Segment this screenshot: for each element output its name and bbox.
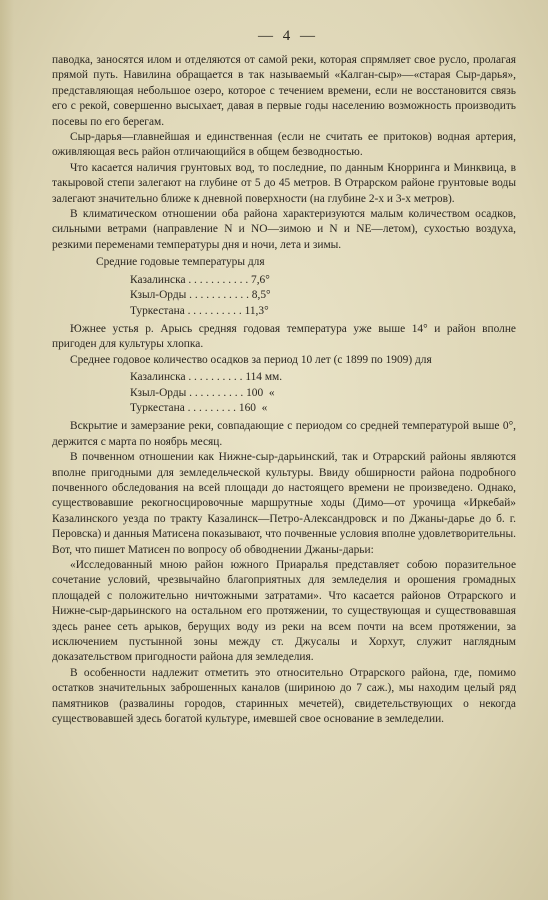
- place-name: Кзыл-Орды: [130, 386, 187, 399]
- paragraph-soil: В почвенном отношении как Нижне-сыр-дарьинский, так и Отрарский районы являются вполне пригодными для земледельческой культуры. Ввиду обширности района подробного почвенного обследования на всей площади до настоящего времени не произведено. Однако, существовавшие рекогносцировочные маршрутные ходы (Димо—от урочища «Иркебай» Казалинского уезда по тракту Казалинск—Петро-Александровск и по Джаны-дарье до б. г. Перовска) и данныя Матисена показывают, что почвенные условия вполне удовлетворительны. Вот, что пишет Матисен по вопросу об обводнении Джаны-дарьи:: [52, 451, 516, 556]
- binding-shadow: [0, 0, 14, 900]
- leader-dots: . . . . . . . . . . .: [185, 273, 252, 286]
- precipitation-row: [130, 401, 516, 416]
- temperature-value: 7,6°: [251, 273, 270, 286]
- place-name: Кзыл-Орды: [130, 289, 187, 302]
- paragraph-groundwater: Что касается наличия грунтовых вод, то последние, по данным Кнорринга и Минквица, в такыровой степи залегают на глубине от 5 до 45 метров. В Отрарском районе грунтовые воды залегают значительно ближе к дневной поверхности (на глубине 2-х и 3-х метров).: [52, 161, 516, 205]
- leader-dots: . . . . . . . . . .: [184, 304, 245, 317]
- temperature-value: 8,5°: [251, 289, 271, 302]
- paragraph-freeze: Вскрытие и замерзание реки, совпадающие с периодом со средней температурой выше 0°, держится с марта по ноябрь месяц.: [52, 420, 516, 448]
- precipitation-row: [130, 386, 516, 401]
- temperature-list: [130, 273, 516, 319]
- temperature-value: 11,3°: [244, 304, 269, 317]
- page-number: — 4 —: [258, 28, 318, 44]
- temperature-row: [130, 273, 516, 288]
- precipitation-list: [130, 370, 516, 416]
- paragraph-otrar: В особенности надлежит отметить это относительно Отрарского района, где, помимо остатков значительных заброшенных каналов (шириною до 7 саж.), мы находим целый ряд памятников (развалины городов, старинных мечетей), свидетельствующих о некогда существовавшей здесь богатой культуре, имевшей свое основание в земледелии.: [52, 666, 516, 726]
- place-name: Туркестана: [130, 401, 185, 414]
- precipitation-intro: Среднее годовое количество осадков за период 10 лет (с 1899 по 1909) для: [70, 353, 432, 366]
- leader-dots: . . . . . . . . . .: [185, 371, 246, 384]
- paragraph-climate: В климатическом отношении оба района характеризуются малым количеством осадков, сильными ветрами (направление N и NO—зимою и N и NE—летом), сухостью воздуха, резкими переменами температуры дня и ночи, лета и зимы.: [52, 208, 516, 251]
- temperature-row: [130, 288, 516, 303]
- precipitation-value: 114 мм.: [245, 371, 283, 384]
- place-name: Казалинска: [130, 273, 186, 286]
- place-name: Туркестана: [130, 304, 185, 317]
- leader-dots: . . . . . . . . .: [184, 401, 239, 414]
- place-name: Казалинска: [130, 371, 186, 384]
- leader-dots: . . . . . . . . . . .: [186, 289, 252, 302]
- leader-dots: . . . . . . . . . .: [186, 386, 247, 399]
- paragraph-quote: «Исследованный мною район южного Приаралья представляет собою поразительное сочетание условий, чрезвычайно благоприятных для земледелия и орошения громадных площадей с положительно ничтожными затратами». Что касается районов Отрарского и Нижне-сыр-дарьинского на остальном его протяжении, то существующая и существовавшая здесь ранее сеть арыков, берущих воду из реки на всем почти на всем протяжении, за исключением пустынной зоны между ст. Джусалы и Хорхут, служит наглядным доказательством пригодности района для земледелия.: [52, 559, 516, 664]
- precipitation-row: [130, 370, 516, 385]
- paragraph-syr-darya: Сыр-дарья—главнейшая и единственная (если не считать ее притоков) водная артерия, оживляющая весь район отличающийся в общем безводностью.: [52, 131, 516, 159]
- temperature-intro: Средние годовые температуры для: [96, 256, 265, 269]
- paragraph-flood: паводка, заносятся илом и отделяются от самой реки, которая спрямляет свое русло, пролагая прямой путь. Навилина обращается в так называемый «Калган-сыр»—«старая Сыр-дарья», представляющая небольшое озеро, которое с течением времени, если не восстановится связь его с рекой, совершенно высыхает, давая в первые годы населению возможность производить посевы по его берегам.: [52, 54, 516, 128]
- temperature-row: [130, 304, 516, 319]
- paragraph-arys: Южнее устья р. Арысь средняя годовая температура уже выше 14° и район вполне пригоден для культуры хлопка.: [52, 322, 516, 351]
- precipitation-value: 160 «: [238, 401, 268, 414]
- precipitation-value: 100 «: [246, 386, 275, 399]
